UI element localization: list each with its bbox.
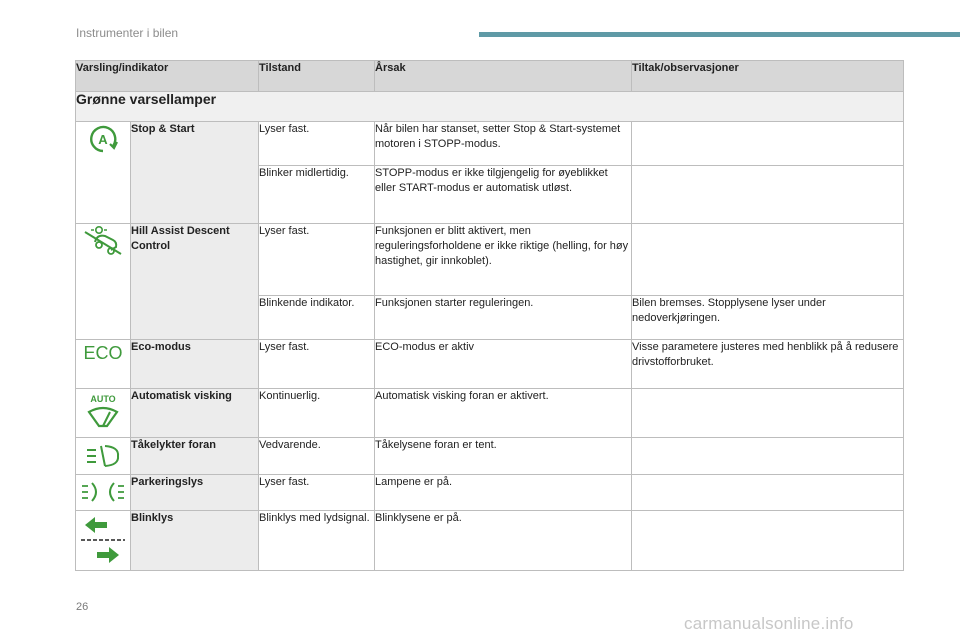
- cause-cell: Lampene er på.: [375, 475, 632, 511]
- action-cell: [632, 122, 904, 166]
- section-row: [76, 92, 904, 122]
- cause-cell: Når bilen har stanset, setter Stop & Start-systemet motoren i STOPP-modus.: [375, 122, 632, 166]
- cause-cell: Automatisk visking foran er aktivert.: [375, 389, 632, 438]
- icon-cell: [76, 511, 131, 571]
- icon-cell: [76, 389, 131, 438]
- action-cell: Bilen bremses. Stopplysene lyser under nedoverkjøringen.: [632, 296, 904, 340]
- column-header-action: Tiltak/observasjoner: [632, 61, 904, 92]
- icon-cell: [76, 438, 131, 475]
- watermark: carmanualsonline.info: [684, 614, 854, 633]
- state-cell: Blinkende indikator.: [259, 296, 375, 340]
- chapter-title: Instrumenter i bilen: [76, 26, 179, 40]
- state-cell: Blinklys med lydsignal.: [259, 511, 375, 571]
- state-cell: Kontinuerlig.: [259, 389, 375, 438]
- indicator-name: Parkeringslys: [131, 475, 259, 511]
- indicator-name: Eco-modus: [131, 340, 259, 389]
- warning-lamp-table: [75, 60, 904, 571]
- table-row: [76, 122, 904, 166]
- table-row: [76, 475, 904, 511]
- indicator-name: Automatisk visking: [131, 389, 259, 438]
- eco-icon-text: ECO: [83, 343, 123, 363]
- svg-text:A: A: [98, 132, 108, 147]
- icon-cell: [76, 122, 131, 224]
- icon-cell: [76, 224, 131, 340]
- state-cell: Vedvarende.: [259, 438, 375, 475]
- action-cell: Visse parametere justeres med henblikk på å redusere drivstofforbruket.: [632, 340, 904, 389]
- action-cell: [632, 224, 904, 296]
- icon-cell: [76, 340, 131, 389]
- indicator-name: Blinklys: [131, 511, 259, 571]
- table-row: [76, 389, 904, 438]
- state-cell: Lyser fast.: [259, 224, 375, 296]
- column-header-indicator: Varsling/indikator: [76, 61, 259, 92]
- action-cell: [632, 389, 904, 438]
- auto-wiper-icon-text: AUTO: [90, 394, 116, 404]
- cause-cell: ECO-modus er aktiv: [375, 340, 632, 389]
- table-header-row: [76, 61, 904, 92]
- state-cell: Lyser fast.: [259, 122, 375, 166]
- section-title: Grønne varsellamper: [76, 92, 904, 122]
- table-row: [76, 511, 904, 571]
- cause-cell: Funksjonen er blitt aktivert, men reguleringsforholdene er ikke riktige (helling, for høy hastighet, gir innkoblet).: [375, 224, 632, 296]
- column-header-state: Tilstand: [259, 61, 375, 92]
- action-cell: [632, 166, 904, 224]
- cause-cell: Funksjonen starter reguleringen.: [375, 296, 632, 340]
- indicator-name: Tåkelykter foran: [131, 438, 259, 475]
- state-cell: Lyser fast.: [259, 340, 375, 389]
- auto-wiper-icon: [83, 392, 123, 430]
- indicator-name: Hill Assist Descent Control: [131, 224, 259, 340]
- cause-cell: Tåkelysene foran er tent.: [375, 438, 632, 475]
- front-fog-light-icon: [83, 443, 123, 469]
- cause-cell: Blinklysene er på.: [375, 511, 632, 571]
- turn-signal-icon: [79, 515, 127, 565]
- state-cell: Blinker midlertidig.: [259, 166, 375, 224]
- table-row: [76, 438, 904, 475]
- page-number: 26: [76, 601, 89, 613]
- state-cell: Lyser fast.: [259, 475, 375, 511]
- cause-cell: STOPP-modus er ikke tilgjengelig for øyeblikket eller START-modus er automatisk utløst.: [375, 166, 632, 224]
- action-cell: [632, 511, 904, 571]
- parking-light-icon: [80, 481, 126, 503]
- stop-start-icon: [83, 122, 123, 156]
- action-cell: [632, 438, 904, 475]
- header-accent-bar: [479, 32, 960, 37]
- table-row: [76, 340, 904, 389]
- indicator-name: Stop & Start: [131, 122, 259, 224]
- action-cell: [632, 475, 904, 511]
- icon-cell: [76, 475, 131, 511]
- eco-icon: [81, 340, 125, 366]
- table-row: [76, 224, 904, 296]
- column-header-cause: Årsak: [375, 61, 632, 92]
- hill-descent-icon: [81, 224, 125, 258]
